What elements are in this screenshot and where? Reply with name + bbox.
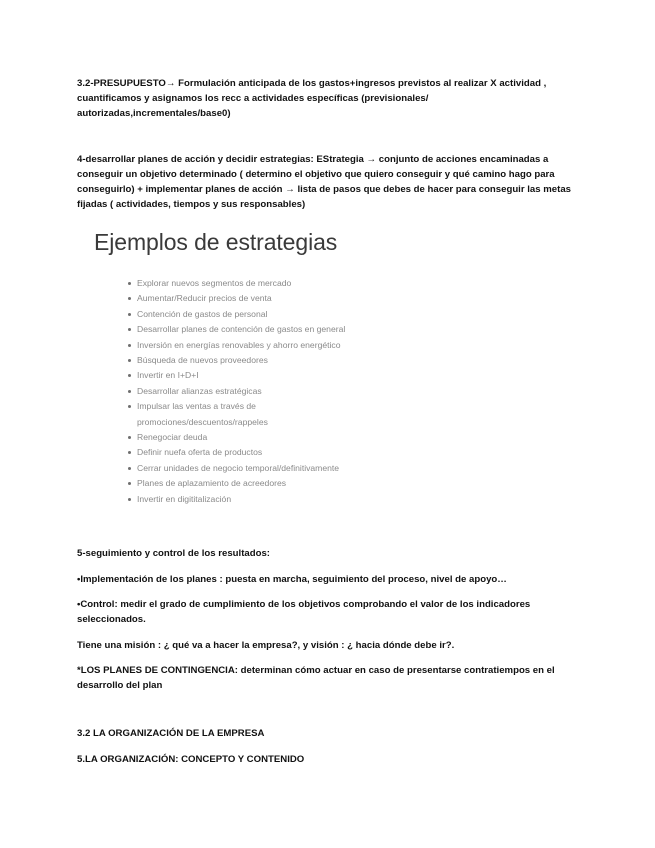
contingencia-paragraph (77, 663, 592, 693)
text-line: cuantificamos y asignamos los recc a actividades específicas (previsionales/ (77, 93, 429, 104)
list-item (126, 399, 386, 430)
text-line: 5.LA ORGANIZACIÓN: CONCEPTO Y CONTENIDO (77, 754, 305, 765)
control-paragraph (77, 597, 592, 627)
list-item-text: Desarrollar alianzas estratégicas (137, 385, 262, 396)
list-item-text: Búsqueda de nuevos proveedores (137, 355, 268, 366)
list-item-text: Planes de aplazamiento de acreedores (137, 478, 287, 489)
list-item-text-continuation: promociones/descuentos/rappeles (137, 416, 268, 427)
list-item (126, 445, 386, 460)
list-item-text: Definir nuefa oferta de productos (137, 447, 263, 458)
text-line: 3.2-PRESUPUESTO→ Formulación anticipada de los gastos+ingresos previstos al realizar X actividad , (77, 78, 547, 89)
text-line: desarrollo del plan (77, 680, 163, 691)
implementacion-paragraph (77, 572, 592, 587)
list-item (126, 461, 386, 476)
list-item (126, 492, 386, 507)
organizacion-heading (77, 726, 592, 741)
text-line: seleccionados. (77, 614, 146, 625)
list-item (126, 430, 386, 445)
list-item-text: Cerrar unidades de negocio temporal/definitivamente (137, 462, 340, 473)
list-item (126, 322, 386, 337)
list-item-text: Contención de gastos de personal (137, 308, 268, 319)
text-line: 3.2 LA ORGANIZACIÓN DE LA EMPRESA (77, 728, 265, 739)
list-item (126, 476, 386, 491)
ejemplos-list (126, 276, 386, 507)
list-item (126, 276, 386, 291)
ejemplos-title: Ejemplos de estrategias (94, 229, 338, 255)
list-item (126, 338, 386, 353)
list-item (126, 353, 386, 368)
list-item-text: Desarrollar planes de contención de gastos en general (137, 324, 346, 335)
mision-paragraph (77, 638, 592, 653)
text-line: Tiene una misión : ¿ qué va a hacer la empresa?, y visión : ¿ hacia dónde debe ir?. (77, 640, 455, 651)
list-item (126, 307, 386, 322)
estrategias-paragraph (77, 152, 592, 212)
list-item-text: Aumentar/Reducir precios de venta (137, 293, 272, 304)
text-line: •Implementación de los planes : puesta en marcha, seguimiento del proceso, nivel de apoyo… (77, 574, 507, 585)
list-item-text: Explorar nuevos segmentos de mercado (137, 278, 292, 288)
ejemplos-estrategias-image (77, 226, 407, 516)
presupuesto-paragraph (77, 76, 592, 121)
text-line: *LOS PLANES DE CONTINGENCIA: determinan cómo actuar en caso de presentarse contratiempos en el (77, 665, 555, 676)
text-line: fijadas ( actividades, tiempos y sus responsables) (77, 199, 306, 210)
list-item-text: Inversión en energías renovables y ahorro energético (137, 339, 341, 350)
list-item (126, 291, 386, 306)
text-line: 4-desarrollar planes de acción y decidir estrategias: EStrategia → conjunto de acciones encaminadas a (77, 154, 549, 165)
list-item-text: Invertir en I+D+I (137, 370, 199, 381)
text-line: 5-seguimiento y control de los resultados: (77, 548, 270, 559)
list-item-text: Invertir en digititalización (137, 493, 232, 504)
list-item (126, 368, 386, 383)
text-line: •Control: medir el grado de cumplimiento de los objetivos comprobando el valor de los indicadores (77, 599, 531, 610)
list-item (126, 384, 386, 399)
text-line: conseguir un objetivo determinado ( determino el objetivo que quiero conseguir y qué camino hago para (77, 169, 555, 180)
text-line: conseguirlo) + implementar planes de acción → lista de pasos que debes de hacer para conseguir las metas (77, 184, 571, 195)
list-item-text: Impulsar las ventas a través de (137, 401, 256, 412)
list-item-text: Renegociar deuda (137, 432, 208, 443)
organizacion-subheading (77, 752, 592, 767)
seguimiento-heading (77, 546, 592, 561)
text-line: autorizadas,incrementales/base0) (77, 108, 231, 119)
